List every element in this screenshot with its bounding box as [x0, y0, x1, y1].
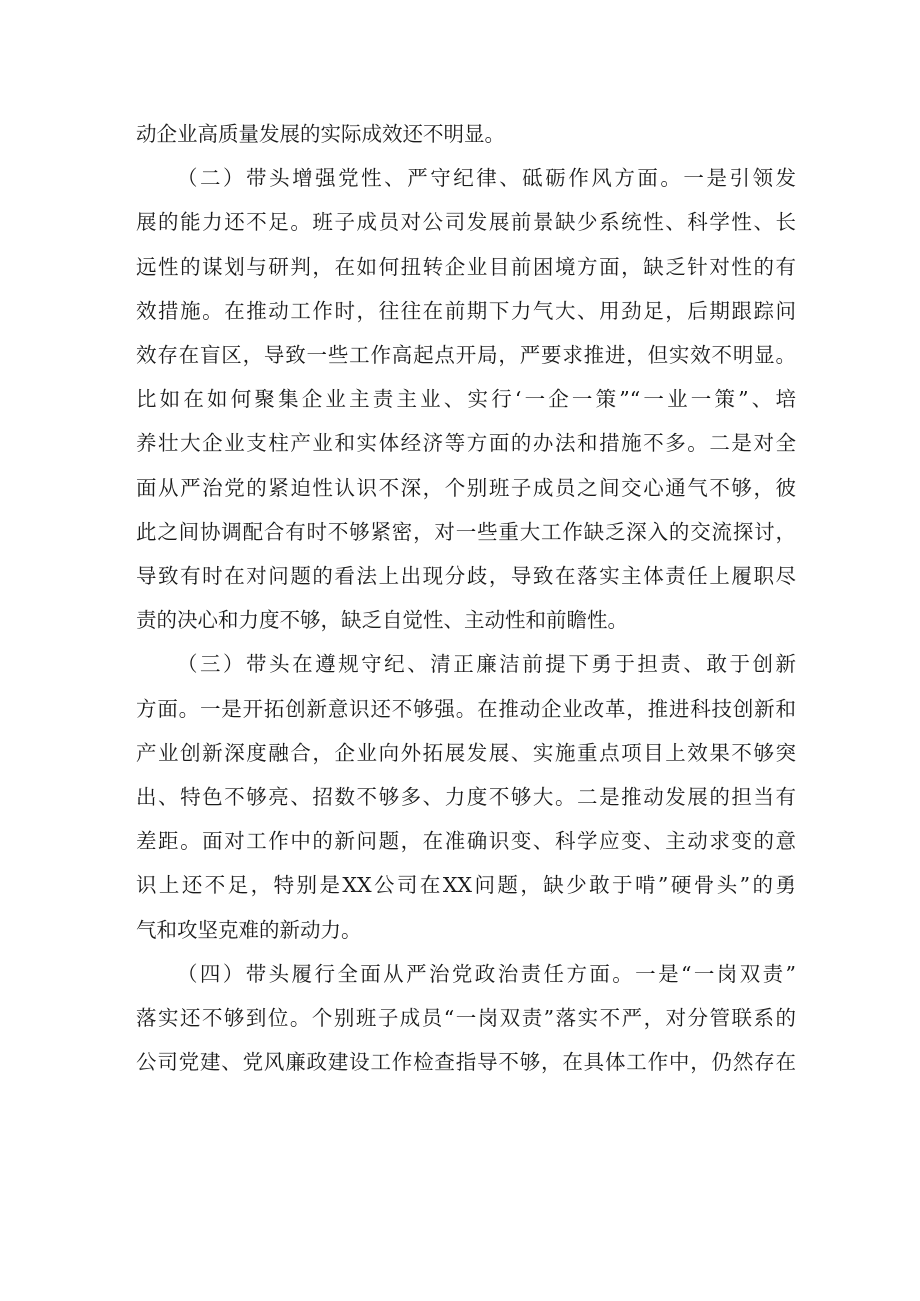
text-line: 识上还不足，特别是XX公司在XX问题，缺少敢于啃”硬骨头”的勇: [136, 873, 796, 898]
text-line: 效存在盲区，导致一些工作高起点开局，严要求推进，但实效不明显。: [136, 343, 796, 368]
text-line: 远性的谋划与研判，在如何扭转企业目前困境方面，缺乏针对性的有: [136, 254, 796, 279]
document-body: [136, 112, 796, 1084]
text-line: 面从严治党的紧迫性认识不深，个别班子成员之间交心通气不够，彼: [136, 475, 796, 500]
section-heading-line: （二）带头增强党性、严守纪律、砥砺作风方面。一是引领发: [177, 166, 796, 191]
text-line: 差距。面对工作中的新问题，在准确识变、科学应变、主动求变的意: [136, 829, 796, 854]
text-line: 落实还不够到位。个别班子成员“一岗双责”落实不严，对分管联系的: [136, 1006, 796, 1031]
section-heading-line: （三）带头在遵规守纪、清正廉洁前提下勇于担责、敢于创新: [177, 652, 796, 677]
text-line: 公司党建、党风廉政建设工作检查指导不够，在具体工作中，仍然存在: [136, 1050, 796, 1075]
text-line: 比如在如何聚集企业主责主业、实行‘一企一策”“一业一策”、培: [136, 387, 796, 412]
text-line: 养壮大企业支柱产业和实体经济等方面的办法和措施不多。二是对全: [136, 431, 796, 456]
text-line: 动企业高质量发展的实际成效还不明显。: [136, 122, 505, 146]
text-line: 方面。一是开拓创新意识还不够强。在推动企业改革，推进科技创新和: [136, 696, 796, 721]
text-line: 气和攻坚克难的新动力。: [136, 917, 362, 942]
section-heading-line: （四）带头履行全面从严治党政治责任方面。一是“一岗双责”: [177, 961, 796, 986]
text-line: 产业创新深度融合，企业向外拓展发展、实施重点项目上效果不够突: [136, 740, 796, 765]
text-line: 出、特色不够亮、招数不够多、力度不够大。二是推动发展的担当有: [136, 785, 796, 810]
text-line: 导致有时在对问题的看法上出现分歧，导致在落实主体责任上履职尽: [136, 564, 796, 589]
text-line: 责的决心和力度不够，缺乏自觉性、主动性和前瞻性。: [136, 608, 628, 633]
text-line: 效措施。在推动工作时，往往在前期下力气大、用劲足，后期跟踪问: [136, 298, 796, 323]
text-line: 此之间协调配合有时不够紧密，对一些重大工作缺乏深入的交流探讨，: [136, 519, 796, 544]
text-line: 展的能力还不足。班子成员对公司发展前景缺少系统性、科学性、长: [136, 210, 796, 235]
